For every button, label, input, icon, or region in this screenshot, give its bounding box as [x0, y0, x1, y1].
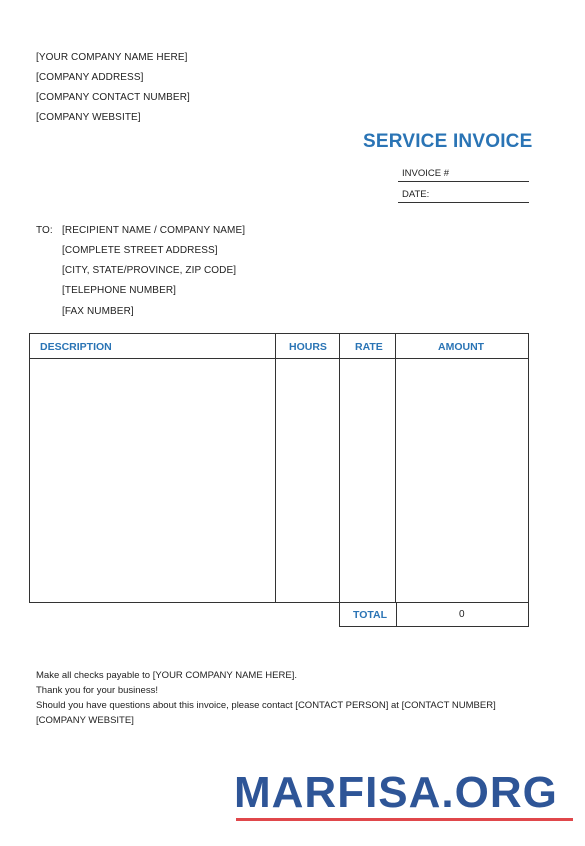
header-amount: AMOUNT	[438, 341, 485, 353]
total-row	[339, 603, 529, 627]
header-hours: HOURS	[289, 341, 327, 353]
column-divider	[396, 603, 397, 626]
marfisa-logo: MARFISA.ORG	[234, 768, 558, 817]
recipient-street: [COMPLETE STREET ADDRESS]	[62, 245, 218, 256]
footer-website: [COMPANY WEBSITE]	[36, 715, 134, 726]
company-contact-number: [COMPANY CONTACT NUMBER]	[36, 92, 190, 103]
line-items-table	[29, 333, 529, 603]
total-label: TOTAL	[353, 609, 388, 621]
column-divider	[339, 334, 340, 602]
invoice-date-row[interactable]	[398, 185, 529, 203]
contact-note: Should you have questions about this invoice, please contact [CONTACT PERSON] at [CONTACT NUMBER]	[36, 700, 496, 711]
column-divider	[395, 334, 396, 602]
invoice-date-label: DATE:	[402, 189, 430, 200]
logo-underline	[236, 818, 573, 821]
total-value: 0	[459, 609, 465, 620]
recipient-name: [RECIPIENT NAME / COMPANY NAME]	[62, 225, 246, 236]
recipient-telephone: [TELEPHONE NUMBER]	[62, 285, 177, 296]
invoice-title: SERVICE INVOICE	[363, 131, 533, 152]
invoice-number-row[interactable]	[398, 164, 529, 182]
recipient-fax: [FAX NUMBER]	[62, 306, 134, 317]
company-website: [COMPANY WEBSITE]	[36, 112, 141, 123]
header-rate: RATE	[355, 341, 383, 353]
header-description: DESCRIPTION	[40, 341, 112, 353]
thank-you-note: Thank you for your business!	[36, 685, 158, 696]
company-name: [YOUR COMPANY NAME HERE]	[36, 52, 188, 63]
to-label: TO:	[36, 225, 53, 236]
invoice-number-label: INVOICE #	[402, 168, 449, 179]
column-divider	[275, 334, 276, 602]
payable-note: Make all checks payable to [YOUR COMPANY NAME HERE].	[36, 670, 297, 681]
recipient-city: [CITY, STATE/PROVINCE, ZIP CODE]	[62, 265, 237, 276]
company-address: [COMPANY ADDRESS]	[36, 72, 144, 83]
